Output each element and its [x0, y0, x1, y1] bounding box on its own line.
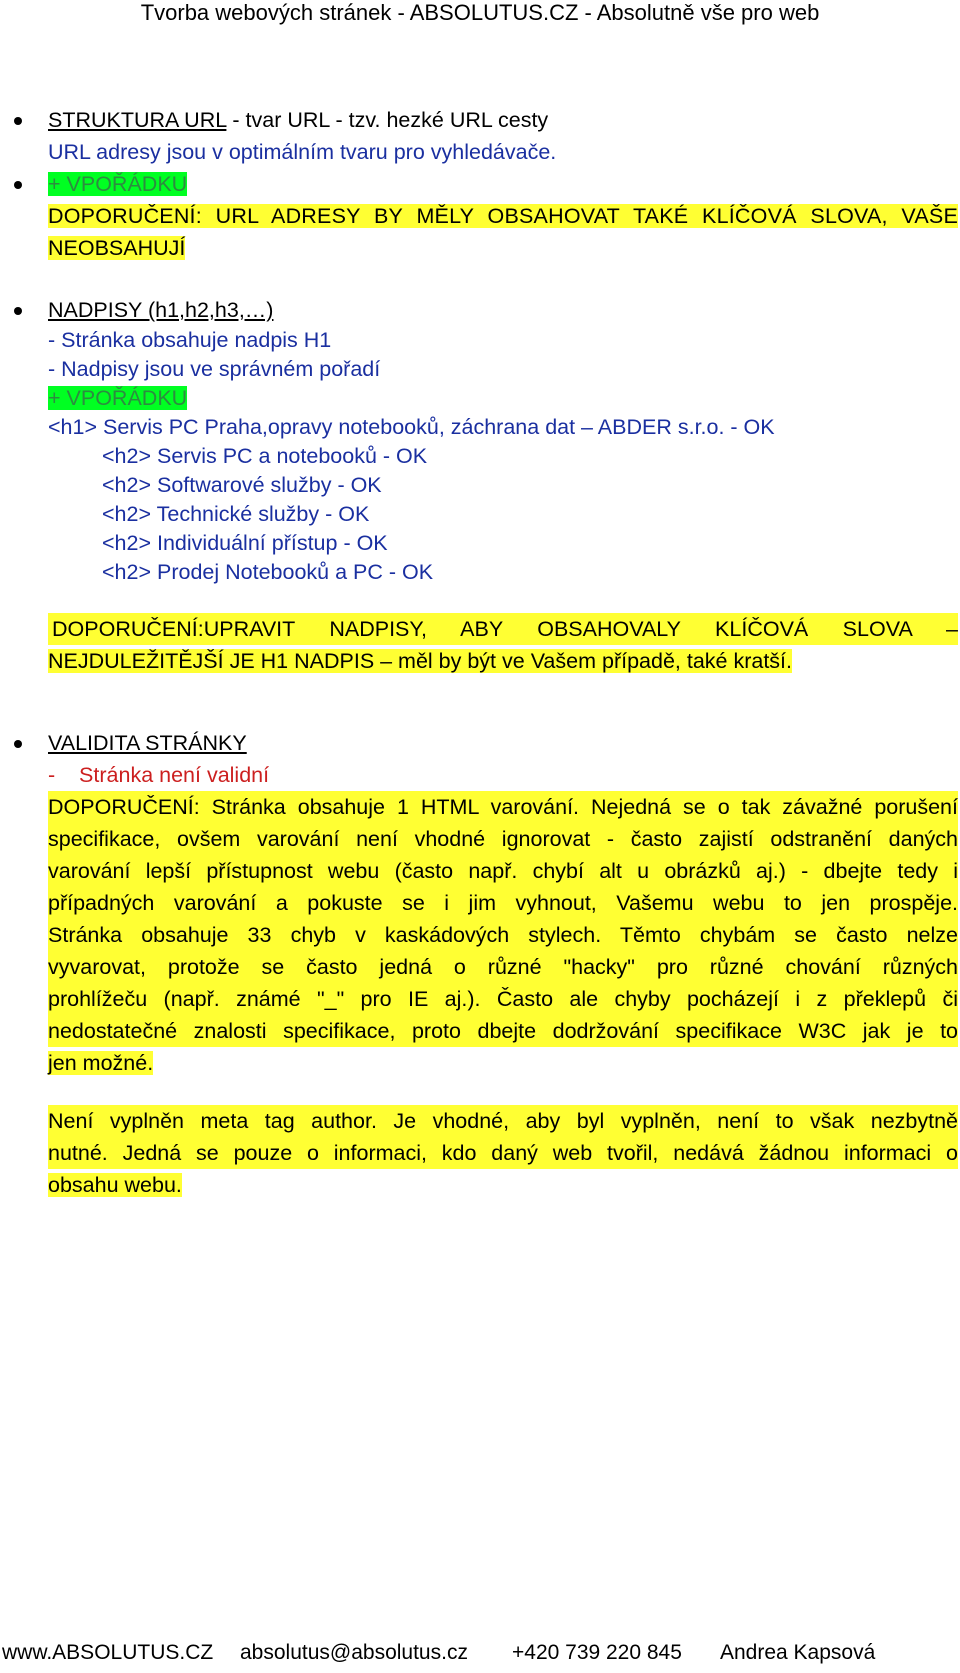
h1-entry: <h1> Servis PC Praha,opravy notebooků, záchrana dat – ABDER s.r.o. - OK	[48, 415, 775, 439]
url-recommendation-item	[48, 168, 958, 264]
ok-tag: + VPOŘÁDKU	[48, 172, 188, 196]
bullet-icon	[14, 181, 22, 189]
url-section-heading: STRUKTURA URL	[48, 108, 227, 132]
headings-section-heading: NADPISY (h1,h2,h3,…)	[48, 298, 274, 322]
url-section-subtitle: - tvar URL - tzv. hezké URL cesty	[226, 108, 549, 132]
url-recommendation-line-1: DOPORUČENÍ: URL ADRESY BY MĚLY OBSAHOVAT TAKÉ KLÍČOVÁ SLOVA, VAŠE	[48, 204, 958, 228]
headings-recommendation-line-1: DOPORUČENÍ:UPRAVIT NADPISY, ABY OBSAHOVALY KLÍČOVÁ SLOVA –	[48, 613, 958, 645]
invalid-note: - Stránka není validní	[48, 763, 270, 787]
ok-tag: + VPOŘÁDKU	[48, 386, 188, 410]
paragraph-line: DOPORUČENÍ: Stránka obsahuje 1 HTML varování. Nejedná se o tak závažné porušení	[48, 795, 958, 819]
author-line: Není vyplněn meta tag author. Je vhodné, aby byl vyplněn, není to však nezbytně	[48, 1109, 958, 1133]
headings-recommendation-line-2: NEJDULEŽITĚJŠÍ JE H1 NADPIS – měl by být ve Vašem případě, také kratší.	[48, 649, 792, 673]
footer-name: Andrea Kapsová	[720, 1641, 876, 1664]
paragraph-line: varování lepší přístupnost webu (často např. chybí alt u obrázků aj.) - dbejte tedy i	[48, 859, 958, 883]
url-section-note: URL adresy jsou v optimálním tvaru pro vyhledávače.	[48, 140, 557, 164]
h2-entry: <h2> Individuální přístup - OK	[102, 531, 388, 555]
footer-email: absolutus@absolutus.cz	[240, 1641, 468, 1664]
bullet-icon	[14, 307, 22, 315]
paragraph-line: specifikace, ovšem varování není vhodné ignorovat - často zajistí odstranění daných	[48, 827, 958, 851]
h2-entry: <h2> Technické služby - OK	[102, 502, 370, 526]
bullet-icon	[14, 740, 22, 748]
validity-recommendation	[48, 791, 958, 1047]
h2-entry: <h2> Softwarové služby - OK	[102, 473, 382, 497]
paragraph-line: Stránka obsahuje 33 chyb v kaskádových stylech. Těmto chybám se často nelze	[48, 923, 958, 947]
url-structure-item	[48, 104, 958, 168]
footer-site: www.ABSOLUTUS.CZ	[2, 1641, 214, 1664]
footer-phone: +420 739 220 845	[512, 1641, 682, 1664]
page-header: Tvorba webových stránek - ABSOLUTUS.CZ - Absolutně vše pro web	[140, 0, 820, 25]
url-recommendation-line-2: NEOBSAHUJÍ	[48, 236, 186, 260]
paragraph-line: vyvarovat, protože se často jedná o různé "hacky" pro různé chování různých	[48, 955, 958, 979]
paragraph-line: případných varování a pokuste se i jim vyhnout, Vašemu webu to jen prospěje.	[48, 891, 958, 915]
bullet-icon	[14, 117, 22, 125]
paragraph-line: nedostatečné znalosti specifikace, proto dbejte dodržování specifikace W3C jak je to	[48, 1019, 958, 1043]
document-body	[48, 104, 958, 1201]
author-note	[48, 1105, 958, 1169]
h2-entry: <h2> Servis PC a notebooků - OK	[102, 444, 428, 468]
page-footer	[0, 1640, 960, 1670]
author-line: obsahu webu.	[48, 1173, 182, 1197]
headings-line-1: - Stránka obsahuje nadpis H1	[48, 328, 332, 352]
h2-entry: <h2> Prodej Notebooků a PC - OK	[102, 560, 434, 584]
headings-line-2: - Nadpisy jsou ve správném pořadí	[48, 357, 381, 381]
validity-item	[48, 727, 958, 1201]
author-line: nutné. Jedná se pouze o informaci, kdo daný web tvořil, nedává žádnou informaci o	[48, 1141, 958, 1165]
paragraph-line: jen možné.	[48, 1051, 154, 1075]
headings-item	[48, 294, 958, 677]
paragraph-line: prohlížeču (např. známé "_" pro IE aj.). Často ale chyby pocházejí i z překlepů či	[48, 987, 958, 1011]
validity-section-heading: VALIDITA STRÁNKY	[48, 731, 247, 755]
